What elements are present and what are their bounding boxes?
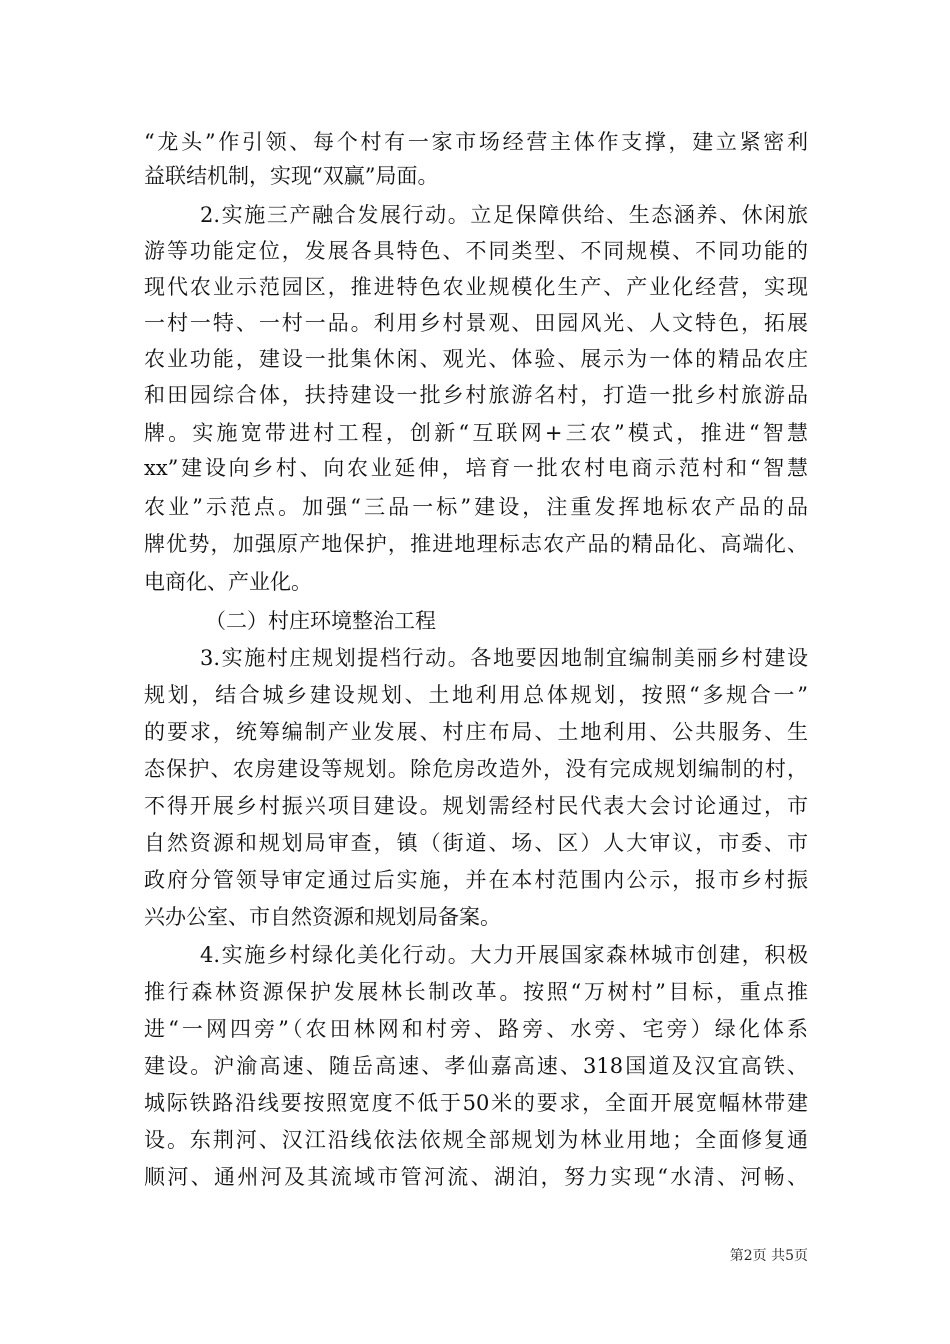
text-line: 建设。沪渝高速、随岳高速、孝仙嘉高速、318国道及汉宜高铁、 bbox=[144, 1054, 808, 1078]
text-line: 推行森林资源保护发展林长制改革。按照“万树村”目标，重点推 bbox=[144, 980, 808, 1004]
text-line: “龙头”作引领、每个村有一家市场经营主体作支撑，建立紧密利 bbox=[144, 130, 808, 154]
text-line: 进“一网四旁”（农田林网和村旁、路旁、水旁、宅旁）绿化体系 bbox=[144, 1017, 808, 1041]
text-line: 农业功能，建设一批集休闲、观光、体验、展示为一体的精品农庄 bbox=[144, 347, 808, 371]
text-line: 不得开展乡村振兴项目建设。规划需经村民代表大会讨论通过，市 bbox=[144, 794, 808, 818]
text-line: 设。东荆河、汉江沿线依法依规全部规划为林业用地；全面修复通 bbox=[144, 1128, 808, 1152]
text-line: xx”建设向乡村、向农业延伸，培育一批农村电商示范村和“智慧 bbox=[144, 456, 808, 480]
text-line: 益联结机制，实现“双赢”局面。 bbox=[144, 164, 439, 188]
text-line: 游等功能定位，发展各具特色、不同类型、不同规模、不同功能的 bbox=[144, 239, 808, 263]
text-line: 政府分管领导审定通过后实施，并在本村范围内公示，报市乡村振 bbox=[144, 868, 808, 892]
paragraph-start: 2.实施三产融合发展行动。立足保障供给、生态涵养、休闲旅 bbox=[200, 203, 808, 227]
text-line: 牌。实施宽带进村工程，创新“互联网+三农”模式，推进“智慧 bbox=[144, 421, 808, 445]
page-number: 第2页 共5页 bbox=[729, 1248, 808, 1264]
text-line: 的要求，统筹编制产业发展、村庄布局、土地利用、公共服务、生 bbox=[144, 720, 808, 744]
text-line: 农业”示范点。加强“三品一标”建设，注重发挥地标农产品的品 bbox=[144, 495, 808, 519]
text-line: 电商化、产业化。 bbox=[144, 570, 312, 594]
text-line: 态保护、农房建设等规划。除危房改造外，没有完成规划编制的村， bbox=[144, 757, 808, 781]
text-line: 自然资源和规划局审查，镇（街道、场、区）人大审议，市委、市 bbox=[144, 831, 808, 855]
paragraph-start: 4.实施乡村绿化美化行动。大力开展国家森林城市创建，积极 bbox=[200, 943, 808, 967]
text-line: 规划，结合城乡建设规划、土地利用总体规划，按照“多规合一” bbox=[144, 683, 808, 707]
paragraph-start: 3.实施村庄规划提档行动。各地要因地制宜编制美丽乡村建设 bbox=[200, 646, 808, 670]
text-line: 牌优势，加强原产地保护，推进地理标志农产品的精品化、高端化、 bbox=[144, 532, 808, 556]
section-heading: （二）村庄环境整治工程 bbox=[205, 609, 436, 633]
text-line: 和田园综合体，扶持建设一批乡村旅游名村，打造一批乡村旅游品 bbox=[144, 383, 808, 407]
text-line: 城际铁路沿线要按照宽度不低于50米的要求，全面开展宽幅林带建 bbox=[144, 1091, 808, 1115]
text-line: 现代农业示范园区，推进特色农业规模化生产、产业化经营，实现 bbox=[144, 275, 808, 299]
text-line: 兴办公室、市自然资源和规划局备案。 bbox=[144, 905, 501, 929]
text-line: 顺河、通州河及其流域市管河流、湖泊，努力实现“水清、河畅、 bbox=[144, 1165, 808, 1189]
text-line: 一村一特、一村一品。利用乡村景观、田园风光、人文特色，拓展 bbox=[144, 311, 808, 335]
